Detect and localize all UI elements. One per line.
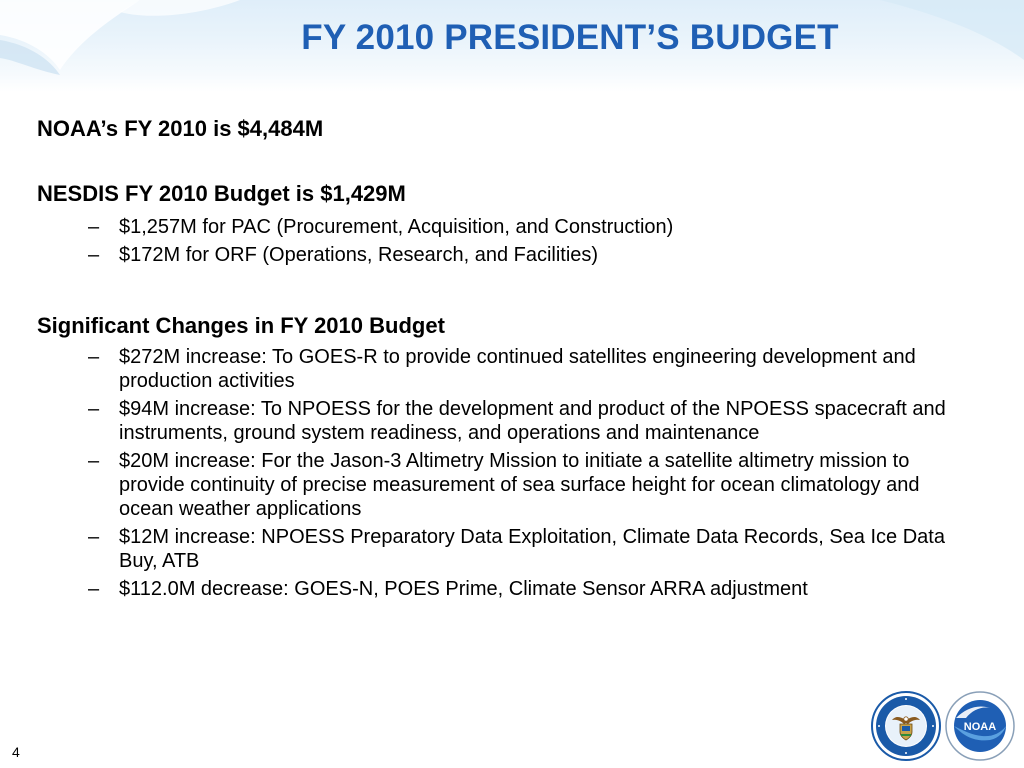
noaa-logo-text: NOAA bbox=[963, 721, 997, 733]
list-item bbox=[88, 525, 968, 573]
noaa-logo-icon bbox=[944, 690, 1016, 762]
list-item bbox=[88, 215, 968, 239]
bullet-dash: – bbox=[88, 244, 100, 266]
department-of-commerce-seal-icon bbox=[870, 690, 942, 762]
section-heading-noaa: NOAA’s FY 2010 is $4,484M bbox=[37, 116, 324, 141]
list-item-text: $112.0M decrease: GOES-N, POES Prime, Climate Sensor ARRA adjustment bbox=[119, 578, 808, 600]
bullet-dash: – bbox=[88, 398, 100, 420]
list-item-text: $94M increase: To NPOESS for the development and product of the NPOESS spacecraft and instruments, ground system readiness, and operations and maintenance bbox=[119, 398, 946, 444]
list-item-text: $172M for ORF (Operations, Research, and Facilities) bbox=[119, 244, 599, 266]
list-item bbox=[88, 577, 968, 601]
section-heading-nesdis: NESDIS FY 2010 Budget is $1,429M bbox=[37, 181, 406, 206]
nesdis-budget-list bbox=[88, 215, 968, 271]
list-item bbox=[88, 345, 968, 393]
significant-changes-list bbox=[88, 345, 968, 605]
list-item bbox=[88, 449, 968, 521]
list-item bbox=[88, 397, 968, 445]
bullet-dash: – bbox=[88, 216, 100, 238]
bullet-dash: – bbox=[88, 450, 100, 472]
bullet-dash: – bbox=[88, 346, 100, 368]
section-heading-significant-changes: Significant Changes in FY 2010 Budget bbox=[37, 313, 445, 338]
page-number: 4 bbox=[12, 744, 20, 760]
slide-title: FY 2010 PRESIDENT’S BUDGET bbox=[301, 18, 839, 57]
list-item bbox=[88, 243, 968, 267]
bullet-dash: – bbox=[88, 526, 100, 548]
list-item-text: $20M increase: For the Jason-3 Altimetry Mission to initiate a satellite altimetry mission to provide continuity of precise measurement of sea surface height for ocean climatology and ocean weather applications bbox=[119, 450, 920, 520]
list-item-text: $1,257M for PAC (Procurement, Acquisition, and Construction) bbox=[119, 216, 674, 238]
list-item-text: $272M increase: To GOES-R to provide continued satellites engineering development and production activities bbox=[119, 346, 916, 392]
bullet-dash: – bbox=[88, 578, 100, 600]
list-item-text: $12M increase: NPOESS Preparatory Data Exploitation, Climate Data Records, Sea Ice Data Buy, ATB bbox=[119, 526, 945, 572]
